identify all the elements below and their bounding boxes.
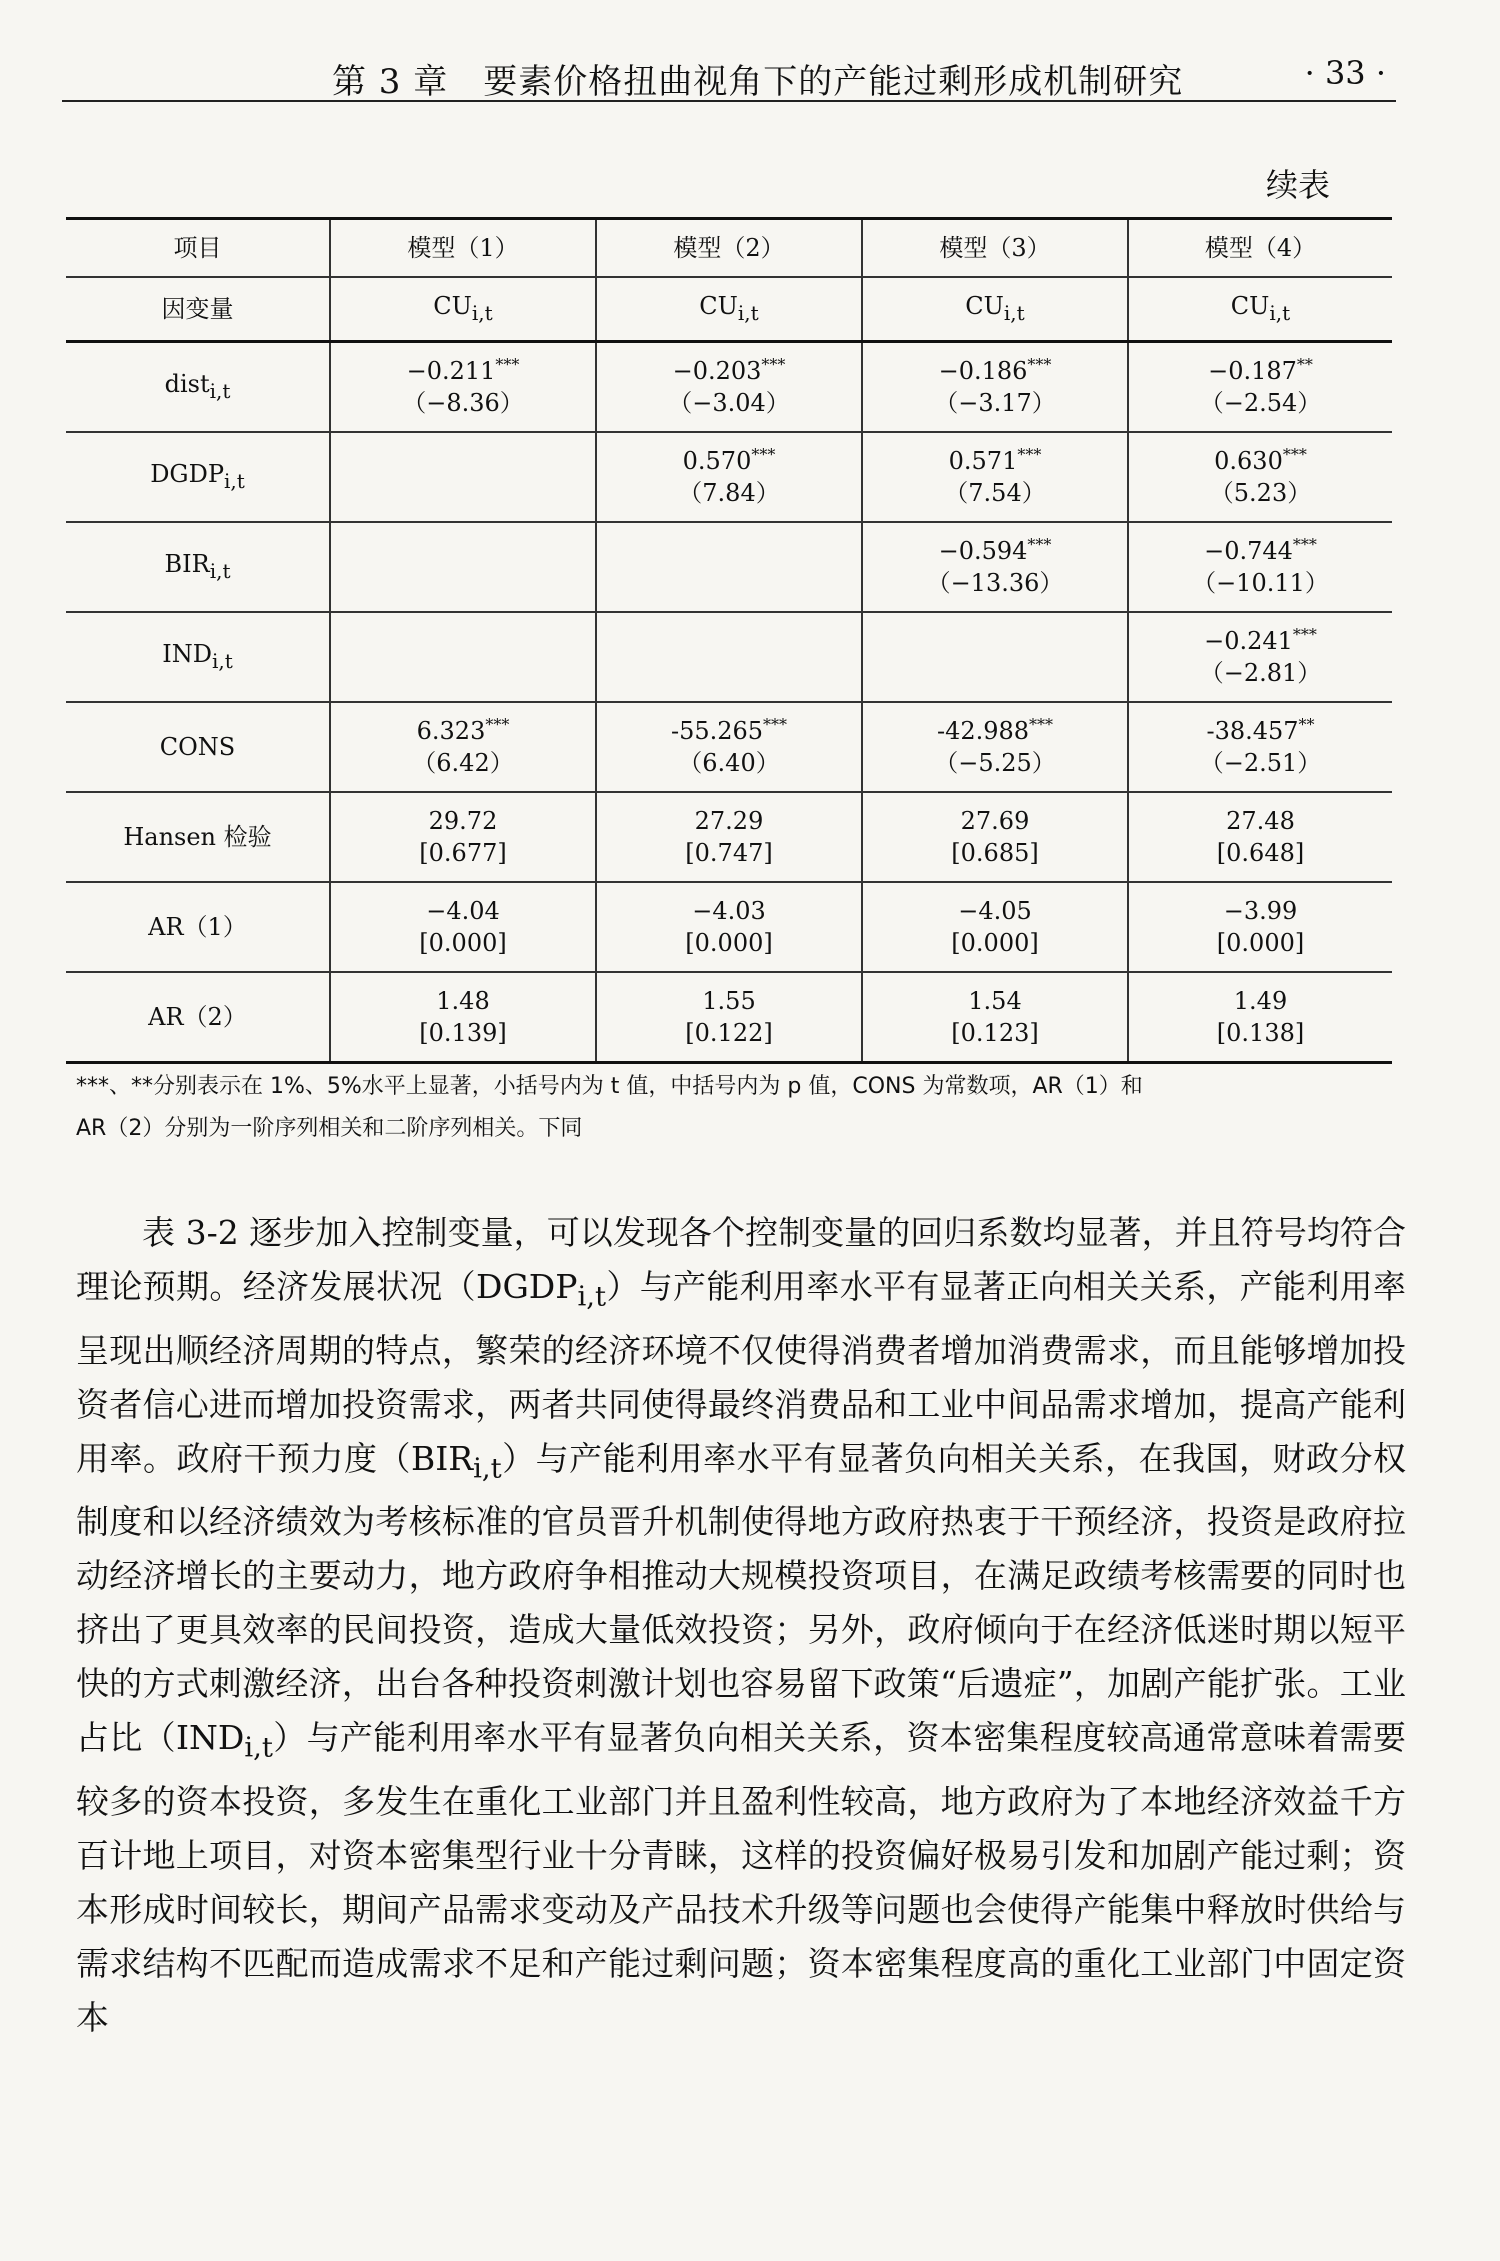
table-cell bbox=[1128, 882, 1392, 972]
table-cell bbox=[330, 792, 596, 882]
dep-var-row bbox=[66, 277, 1392, 342]
table-cell bbox=[330, 432, 596, 522]
table-cell bbox=[330, 342, 596, 433]
significance-mark: *** bbox=[485, 715, 510, 734]
table-cell bbox=[1128, 432, 1392, 522]
significance-mark: *** bbox=[1017, 445, 1042, 464]
coefficient: −4.03 bbox=[692, 897, 766, 925]
table-cell bbox=[862, 612, 1128, 702]
coefficient: 27.29 bbox=[694, 807, 764, 835]
coefficient: −3.99 bbox=[1223, 897, 1298, 925]
table-cell bbox=[596, 972, 862, 1063]
significance-mark: *** bbox=[1027, 355, 1052, 374]
coefficient: 0.571 bbox=[948, 447, 1018, 475]
coefficient: −0.186 bbox=[938, 357, 1028, 385]
significance-mark: *** bbox=[1029, 715, 1054, 734]
coefficient: 0.630 bbox=[1214, 447, 1283, 475]
statistic: [0.000] bbox=[685, 929, 773, 957]
table-row bbox=[66, 792, 1392, 882]
table-header-row bbox=[66, 219, 1392, 278]
statistic: （7.54） bbox=[944, 479, 1046, 507]
note-line-1: ***、**分别表示在 1%、5%水平上显著，小括号内为 t 值，中括号内为 p 值，CONS 为常数项，AR（1）和 bbox=[76, 1074, 1143, 1099]
var-bir: $BIR_{i,t}$ bbox=[410, 1438, 502, 1485]
statistic: [0.747] bbox=[685, 839, 773, 867]
significance-mark: ** bbox=[1296, 355, 1313, 374]
coefficient: 6.323 bbox=[416, 717, 486, 745]
continued-label: 续表 bbox=[1265, 166, 1330, 204]
coefficient: 27.69 bbox=[960, 807, 1030, 835]
coefficient: 1.48 bbox=[436, 987, 490, 1015]
statistic: （−3.04） bbox=[668, 389, 790, 417]
coefficient: −0.241 bbox=[1204, 627, 1293, 655]
statistic: [0.677] bbox=[419, 839, 507, 867]
body-paragraph: 表 3-2 逐步加入控制变量，可以发现各个控制变量的回归系数均显著，并且符号均符合理论预期。经济发展状况$(DGDP_{i,t})$与产能利用率水平有显著正向相关关系，产能利用率呈现出顺经济周期的特点，繁荣的经济环境不仅使得消费者增加消费需求，而且能够增加投资者信心进而增加投资需求，两者共同使得最终消费品和工业中间品需求增加，提高产能利用率。政府干预力度$(BIR_{i,t})$与产能利用率水平有显著负向相关关系，在我国，财政分权制度和以经济绩效为考核标准的官员晋升机制使得地方政府热衷于干预经济，投资是政府拉动经济增长的主要动力，地方政府争相推动大规模投资项目，在满足政绩考核需要的同时也挤出了更具效率的民间投资，造成大量低效投资；另外，政府倾向于在经济低迷时期以短平快的方式刺激经济，出台各种投资刺激计划也容易留下政策“后遗症”，加剧产能扩张。工业占比$(IND_{i,t})$与产能利用率水平有显著负向相关关系，资本密集程度较高通常意味着需要较多的资本投资，多发生在重化工业部门并且盈利性较高，地方政府为了本地经济效益千方百计地上项目，对资本密集型行业十分青睐，这样的投资偏好极易引发和加剧产能过剩；资本形成时间较长，期间产品需求变动及产品技术升级等问题也会使得产能集中释放时供给与需求结构不匹配而造成需求不足和产能过剩问题；资本密集程度高的重化工业部门中固定资本 bbox=[76, 1213, 1407, 2037]
coefficient: −0.211 bbox=[406, 357, 496, 385]
significance-mark: *** bbox=[1027, 535, 1052, 554]
statistic: （−8.36） bbox=[402, 389, 524, 417]
significance-mark: *** bbox=[1292, 535, 1317, 554]
row-label: $IND_{i,t}$ bbox=[66, 612, 330, 702]
table-cell bbox=[330, 972, 596, 1063]
row-label: $BIR_{i,t}$ bbox=[66, 522, 330, 612]
table-cell bbox=[596, 522, 862, 612]
dep-var-cell: $CU_{i,t}$ bbox=[1128, 277, 1392, 342]
significance-mark: *** bbox=[495, 355, 520, 374]
table-cell bbox=[862, 792, 1128, 882]
var-dgdp: $DGDP_{i,t}$ bbox=[475, 1267, 607, 1313]
table-cell bbox=[1128, 792, 1392, 882]
table-cell bbox=[596, 882, 862, 972]
table-row bbox=[66, 702, 1392, 792]
row-label: CONS bbox=[66, 702, 330, 792]
table-cell bbox=[1128, 522, 1392, 612]
dep-var-cell: $CU_{i,t}$ bbox=[330, 277, 596, 342]
table-cell bbox=[1128, 972, 1392, 1063]
statistic: （5.23） bbox=[1209, 479, 1312, 507]
coefficient: −0.203 bbox=[672, 357, 762, 385]
table-cell bbox=[862, 522, 1128, 612]
table-row bbox=[66, 432, 1392, 522]
statistic: （−2.51） bbox=[1199, 749, 1322, 777]
table-row bbox=[66, 882, 1392, 972]
statistic: （−5.25） bbox=[934, 749, 1056, 777]
coefficient: −0.187 bbox=[1208, 357, 1297, 385]
statistic: [0.648] bbox=[1216, 839, 1305, 867]
header-cell: 项目 bbox=[66, 219, 330, 278]
header-cell: 模型（3） bbox=[862, 219, 1128, 278]
header-cell: 模型（1） bbox=[330, 219, 596, 278]
table-cell bbox=[330, 522, 596, 612]
table-cell bbox=[330, 702, 596, 792]
dep-var-cell: $CU_{i,t}$ bbox=[862, 277, 1128, 342]
table-row bbox=[66, 342, 1392, 433]
table-cell bbox=[330, 882, 596, 972]
table-cell bbox=[330, 612, 596, 702]
statistic: [0.000] bbox=[419, 929, 507, 957]
statistic: [0.138] bbox=[1216, 1019, 1305, 1047]
statistic: （−2.81） bbox=[1199, 659, 1322, 687]
statistic: （6.40） bbox=[678, 749, 780, 777]
table-row bbox=[66, 612, 1392, 702]
table-cell bbox=[862, 972, 1128, 1063]
note-line-2: AR（2）分别为一阶序列相关和二阶序列相关。下同 bbox=[76, 1116, 583, 1141]
page-header bbox=[62, 48, 1396, 102]
row-label: AR（1） bbox=[66, 882, 330, 972]
statistic: （6.42） bbox=[412, 749, 514, 777]
table-cell bbox=[862, 432, 1128, 522]
statistic: （−2.54） bbox=[1199, 389, 1322, 417]
table-cell bbox=[596, 612, 862, 702]
row-label: $DGDP_{i,t}$ bbox=[66, 432, 330, 522]
table-cell bbox=[1128, 612, 1392, 702]
row-label: AR（2） bbox=[66, 972, 330, 1063]
table-row bbox=[66, 972, 1392, 1063]
statistic: [0.685] bbox=[951, 839, 1039, 867]
table-cell bbox=[1128, 342, 1392, 433]
table-cell bbox=[862, 882, 1128, 972]
row-label: 因变量 bbox=[66, 277, 330, 342]
statistic: （−13.36） bbox=[926, 569, 1064, 597]
significance-mark: ** bbox=[1298, 715, 1315, 734]
header-title: 第 3 章 要素价格扭曲视角下的产能过剩形成机制研究 bbox=[332, 62, 1184, 102]
significance-mark: *** bbox=[763, 715, 788, 734]
coefficient: -38.457 bbox=[1206, 717, 1299, 745]
page-number: · 33 · bbox=[1304, 54, 1386, 92]
coefficient: 0.570 bbox=[682, 447, 752, 475]
coefficient: -55.265 bbox=[670, 717, 764, 745]
table-cell bbox=[1128, 702, 1392, 792]
coefficient: −0.744 bbox=[1204, 537, 1293, 565]
regression-table bbox=[66, 217, 1392, 1064]
significance-mark: *** bbox=[761, 355, 786, 374]
coefficient: −4.05 bbox=[958, 897, 1032, 925]
header-cell: 模型（4） bbox=[1128, 219, 1392, 278]
coefficient: 29.72 bbox=[428, 807, 498, 835]
table-cell bbox=[596, 342, 862, 433]
table-cell bbox=[862, 702, 1128, 792]
statistic: （−10.11） bbox=[1192, 569, 1329, 597]
coefficient: 1.49 bbox=[1233, 987, 1288, 1015]
statistic: [0.000] bbox=[951, 929, 1039, 957]
coefficient: −0.594 bbox=[938, 537, 1028, 565]
statistic: （7.84） bbox=[678, 479, 780, 507]
table-cell bbox=[596, 702, 862, 792]
table-cell bbox=[862, 342, 1128, 433]
header-cell: 模型（2） bbox=[596, 219, 862, 278]
significance-mark: *** bbox=[1292, 625, 1317, 644]
significance-mark: *** bbox=[751, 445, 776, 464]
table-cell bbox=[596, 432, 862, 522]
coefficient: -42.988 bbox=[936, 717, 1030, 745]
row-label: Hansen 检验 bbox=[66, 792, 330, 882]
table-cell bbox=[596, 792, 862, 882]
row-label: dist$_{i,t}$ bbox=[66, 342, 330, 433]
table-note bbox=[76, 1066, 1406, 1150]
statistic: （−3.17） bbox=[934, 389, 1056, 417]
var-ind: $IND_{i,t}$ bbox=[175, 1718, 273, 1764]
coefficient: 1.55 bbox=[702, 987, 756, 1015]
statistic: [0.123] bbox=[951, 1019, 1039, 1047]
statistic: [0.000] bbox=[1216, 929, 1305, 957]
statistic: [0.122] bbox=[685, 1019, 773, 1047]
coefficient: 27.48 bbox=[1226, 807, 1295, 835]
dep-var-cell: $CU_{i,t}$ bbox=[596, 277, 862, 342]
significance-mark: *** bbox=[1282, 445, 1307, 464]
coefficient: −4.04 bbox=[426, 897, 500, 925]
table-row bbox=[66, 522, 1392, 612]
coefficient: 1.54 bbox=[968, 987, 1022, 1015]
statistic: [0.139] bbox=[419, 1019, 507, 1047]
